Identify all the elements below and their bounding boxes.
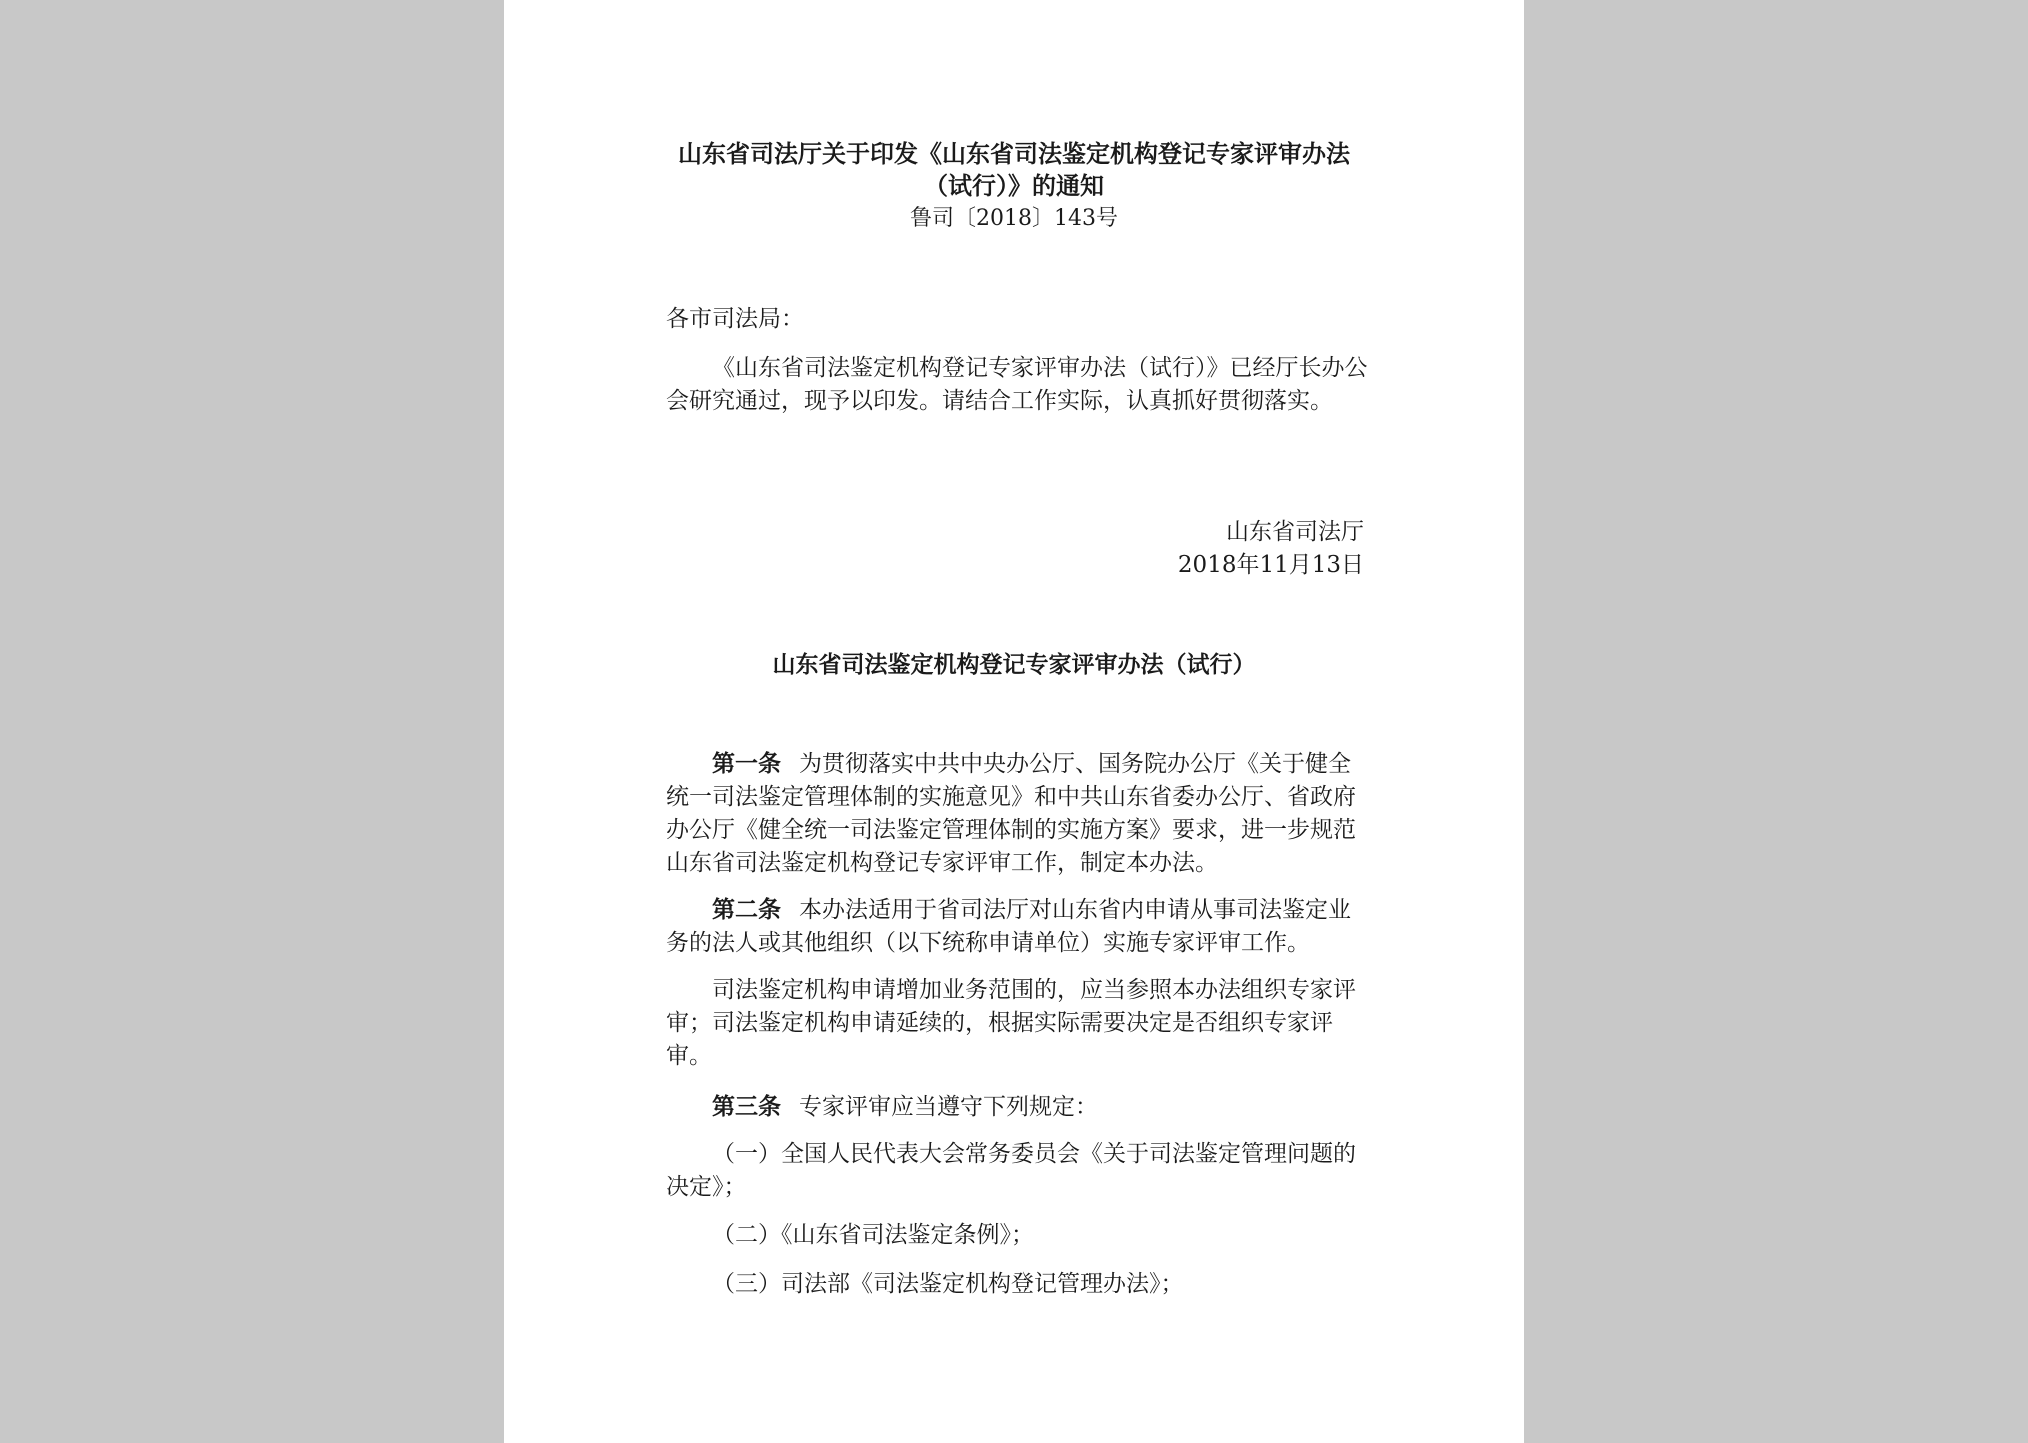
article-2-label: 第二条 xyxy=(712,896,781,923)
article-2-paragraph-2: 司法鉴定机构申请增加业务范围的，应当参照本办法组织专家评审；司法鉴定机构申请延续的，根据实际需要决定是否组织专家评审。 xyxy=(666,977,1356,1069)
notice-title xyxy=(664,138,1364,202)
issue-date: 2018年11月13日 xyxy=(1177,552,1364,578)
article-3 xyxy=(666,1090,1371,1124)
article-3-text: 专家评审应当遵守下列规定： xyxy=(799,1094,1098,1120)
document-page xyxy=(504,0,1524,1443)
regulation-title: 山东省司法鉴定机构登记专家评审办法（试行） xyxy=(772,651,1256,678)
notice-title-line2: （试行）》的通知 xyxy=(924,171,1104,200)
article-2-text: 本办法适用于省司法厅对山东省内申请从事司法鉴定业务的法人或其他组织（以下统称申请单位）实施专家评审工作。 xyxy=(666,897,1351,956)
article-2 xyxy=(666,893,1371,960)
article-3-item-3: （三）司法部《司法鉴定机构登记管理办法》； xyxy=(712,1271,1184,1297)
article-1-text: 为贯彻落实中共中央办公厅、国务院办公厅《关于健全统一司法鉴定管理体制的实施意见》和中共山东省委办公厅、省政府办公厅《健全统一司法鉴定管理体制的实施方案》要求，进一步规范山东省司法鉴定机构登记专家评审工作，制定本办法。 xyxy=(666,751,1356,876)
salutation: 各市司法局： xyxy=(666,306,804,332)
article-1 xyxy=(666,747,1371,880)
article-3-item-1: （一）全国人民代表大会常务委员会《关于司法鉴定管理问题的决定》； xyxy=(666,1141,1356,1200)
article-1-label: 第一条 xyxy=(712,750,781,777)
doc-number: 鲁司〔2018〕143号 xyxy=(910,206,1118,231)
article-3-item-2: （二）《山东省司法鉴定条例》； xyxy=(712,1222,1034,1248)
notice-body: 《山东省司法鉴定机构登记专家评审办法（试行）》已经厅长办公会研究通过，现予以印发。请结合工作实际，认真抓好贯彻落实。 xyxy=(666,355,1368,414)
issuer: 山东省司法厅 xyxy=(1226,519,1364,545)
article-3-label: 第三条 xyxy=(712,1093,781,1120)
notice-title-line1: 山东省司法厅关于印发《山东省司法鉴定机构登记专家评审办法 xyxy=(678,139,1350,168)
